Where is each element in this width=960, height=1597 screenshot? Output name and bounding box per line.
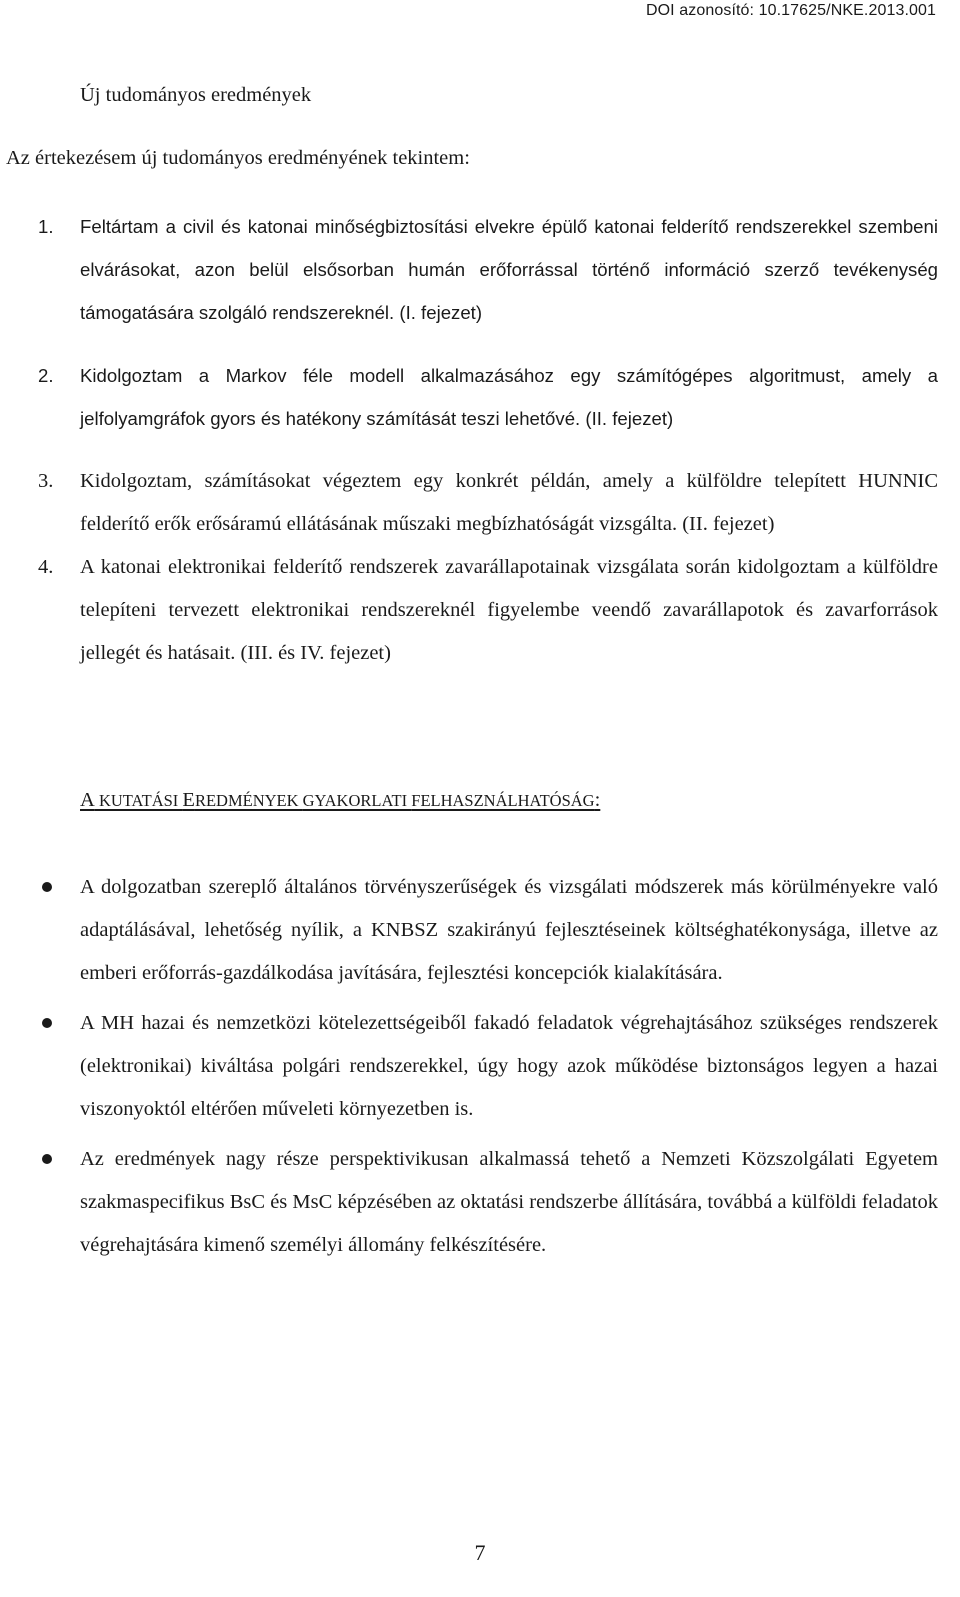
bullet-text: Az eredmények nagy része perspektivikusan alkalmassá tehető a Nemzeti Közszolgálati Egyetem szakmaspecifikus BsC és MsC képzésében az oktatási rendszerbe állítására, továbbá a külföldi feladatok végrehajtására kimenő személyi állomány felkészítésére.: [80, 1148, 938, 1256]
doi-identifier: DOI azonosító: 10.17625/NKE.2013.001: [645, 2, 936, 19]
bullet-item-1: [38, 866, 938, 995]
section-title-part: :: [594, 789, 601, 811]
results-list: [38, 205, 938, 695]
bullet-icon: [42, 1018, 52, 1028]
result-number: 3.: [38, 470, 54, 492]
section-title-part: GYAKORLATI: [302, 791, 412, 810]
section-title-part: FELHASZNÁLHATÓSÁG: [411, 791, 595, 810]
result-text: Feltártam a civil és katonai minőségbiztosítási elvekre épülő katonai felderítő rendszerekkel szembeni elvárásokat, azon belül elsősorban humán erőforrással történő információ szerző tevékenység támogatására szolgáló rendszereknél. (I. fejezet): [80, 216, 938, 323]
result-item-3: [38, 460, 938, 546]
result-item-4: [38, 546, 938, 675]
section-title-part: E: [182, 789, 195, 811]
bullet-icon: [42, 1154, 52, 1164]
section-title-part: A: [80, 789, 95, 811]
section-title-part: KUTATÁSI: [94, 791, 183, 810]
result-text: Kidolgoztam, számításokat végeztem egy konkrét példán, amely a külföldre telepített HUNNIC felderítő erők erősáramú ellátásának műszaki megbízhatóságát vizsgálta. (II. fejezet): [80, 470, 938, 535]
bullet-icon: [42, 882, 52, 892]
result-item-2: [38, 354, 938, 440]
result-item-1: [38, 205, 938, 334]
bullet-text: A dolgozatban szereplő általános törvényszerűségek és vizsgálati módszerek más körülményekre való adaptálásával, lehetőség nyílik, a KNBSZ szakirányú fejlesztéseinek költséghatékonysága, illetve az emberi erőforrás-gazdálkodása javítására, fejlesztési koncepciók kialakítására.: [80, 876, 938, 984]
section-title: [80, 789, 600, 812]
page-number: 7: [474, 1540, 486, 1565]
result-text: A katonai elektronikai felderítő rendszerek zavarállapotainak vizsgálata során kidolgoztam a külföldre telepíteni tervezett elektronikai rendszereknél figyelembe veendő zavarállapotok és zavarforrások jellegét és hatásait. (III. és IV. fejezet): [80, 556, 938, 664]
page-heading: Új tudományos eredmények: [80, 84, 312, 106]
result-number: 1.: [38, 216, 54, 237]
intro-text: Az értekezésem új tudományos eredményének tekintem:: [6, 147, 470, 169]
bullet-text: A MH hazai és nemzetközi kötelezettségeiből fakadó feladatok végrehajtásához szükséges rendszerek (elektronikai) kiváltása polgári rendszerekkel, úgy hogy azok működése biztonságos legyen a hazai viszonyoktól eltérően műveleti környezetben is.: [80, 1012, 938, 1120]
bullet-item-2: [38, 1002, 938, 1131]
result-number: 4.: [38, 556, 54, 578]
bullet-item-3: [38, 1138, 938, 1267]
section-title-part: REDMÉNYEK: [194, 791, 303, 810]
result-text: Kidolgoztam a Markov féle modell alkalmazásához egy számítógépes algoritmust, amely a jelfolyamgráfok gyors és hatékony számítását teszi lehetővé. (II. fejezet): [80, 365, 938, 429]
result-number: 2.: [38, 365, 54, 386]
applicability-list: [38, 866, 938, 1274]
